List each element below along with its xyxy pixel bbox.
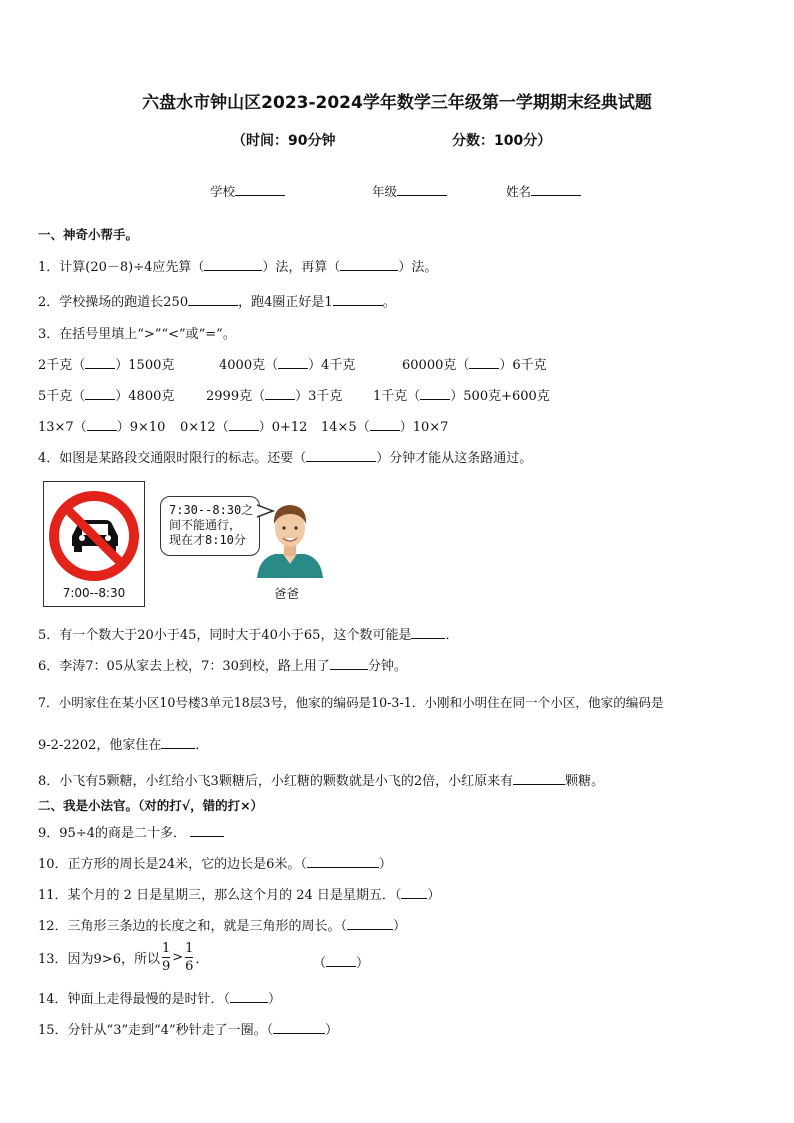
q3-blank[interactable] (85, 356, 115, 369)
question-6: 6．李涛7：05从家去上校，7：30到校，路上用了 分钟。 (38, 659, 407, 674)
school-label: 学校 (210, 184, 236, 199)
name-blank[interactable] (531, 183, 581, 196)
no-car-icon (44, 486, 144, 586)
name-field[interactable] (506, 182, 581, 200)
question-4: 4．如图是某路段交通限时限行的标志。还要（ ）分钟才能从这条路通过。 (38, 451, 533, 466)
fraction-1-9: $\frac{1}{9}$ (161, 941, 171, 974)
q9-blank[interactable] (190, 824, 224, 837)
question-10: 10．正方形的周长是24米，它的边长是6米。（ ） (38, 857, 392, 872)
sign-time-label: 7:00--8:30 (62, 586, 126, 600)
question-2: 2．学校操场的跑道长250 ，跑4圈正好是1 。 (38, 295, 396, 310)
question-11: 11．某个月的 2 日是星期三，那么这个月的 24 日是星期五．（ ） (38, 888, 441, 903)
name-label: 姓名 (506, 184, 532, 199)
q3-row-3-item-3: 14×5（ ）10×7 (321, 420, 449, 435)
question-9: 9．95÷4的商是二十多． (38, 822, 224, 841)
question-7: 7．小明家住在某小区10号楼3单元18层3号，他家的编码是10-3-1．小刚和小明住在同一个小区，他家的编码是 (38, 695, 664, 710)
question-1: 1．计算(20－8)÷4应先算（ ）法，再算（ ）法。 (38, 260, 438, 275)
q13-blank[interactable] (326, 954, 356, 967)
exam-time: （时间：90分钟 (232, 133, 336, 149)
q3-blank[interactable] (469, 356, 499, 369)
dad-label: 爸爸 (274, 586, 300, 601)
q3-row-2-item-2: 2999克（ ）3千克 (206, 389, 343, 404)
dad-avatar-icon (255, 498, 325, 578)
q14-blank[interactable] (230, 990, 268, 1003)
no-car-sign (43, 481, 145, 607)
question-13: 13．因为9>6，所以 $\frac{1}{9}$ > $\frac{1}{6}$ ． (38, 941, 209, 974)
q3-row-2-item-3: 1千克（ ）500克+600克 (373, 389, 550, 404)
question-7-cont: 9-2-2202，他家住在 ． (38, 738, 209, 753)
q3-row-2-item-1: 5千克（ ）4800克 (38, 389, 175, 404)
page-title: 六盘水市钟山区2023-2024学年数学三年级第一学期期末经典试题 (142, 93, 652, 113)
grade-label: 年级 (372, 184, 398, 199)
question-15: 15．分针从“3”走到“4”秒针走了一圈。（ ） (38, 1023, 339, 1038)
question-3: 3．在括号里填上“>”“<”或“=”。 (38, 327, 236, 342)
q4-blank[interactable] (306, 449, 376, 462)
q3-row-1-item-1: 2千克（ ）1500克 (38, 358, 175, 373)
q15-blank[interactable] (273, 1021, 325, 1034)
q2-blank-1[interactable] (188, 293, 238, 306)
q7-blank[interactable] (161, 736, 195, 749)
bubble-text: 7:30--8:30之 间不能通行， 现在才8:10分 (169, 503, 254, 547)
speech-bubble (160, 496, 260, 556)
q11-blank[interactable] (401, 886, 427, 899)
question-8: 8．小飞有5颗糖，小红给小飞3颗糖后，小红糖的颗数就是小飞的2倍，小红原来有 颗糖。 (38, 774, 605, 789)
q3-blank[interactable] (265, 387, 295, 400)
school-field[interactable] (210, 182, 285, 200)
section2-heading: 二、我是小法官。（对的打√，错的打×） (38, 798, 264, 813)
question-14: 14．钟面上走得最慢的是时针．（ ） (38, 992, 282, 1007)
q3-blank[interactable] (278, 356, 308, 369)
q3-blank[interactable] (420, 387, 450, 400)
exam-score: 分数：100分） (452, 133, 552, 149)
section1-heading: 一、神奇小帮手。 (38, 227, 139, 242)
q3-blank[interactable] (87, 418, 117, 431)
grade-blank[interactable] (397, 183, 447, 196)
q3-blank[interactable] (370, 418, 400, 431)
q3-blank[interactable] (229, 418, 259, 431)
q1-blank-2[interactable] (340, 258, 398, 271)
q3-row-1-item-2: 4000克（ ）4千克 (219, 358, 356, 373)
question-13-answer: （ ） (313, 956, 370, 971)
q3-row-3-item-1: 13×7（ ）9×10 (38, 420, 166, 435)
question-12: 12．三角形三条边的长度之和，就是三角形的周长。（ ） (38, 919, 407, 934)
q10-blank[interactable] (307, 855, 379, 868)
q12-blank[interactable] (347, 917, 393, 930)
fraction-1-6: $\frac{1}{6}$ (185, 941, 194, 974)
q3-row-1-item-3: 60000克（ ）6千克 (402, 358, 547, 373)
q3-blank[interactable] (85, 387, 115, 400)
question-5: 5．有一个数大于20小于45，同时大于40小于65，这个数可能是 ． (38, 628, 459, 643)
q5-blank[interactable] (411, 626, 445, 639)
q6-blank[interactable] (330, 657, 368, 670)
q8-blank[interactable] (513, 772, 565, 785)
grade-field[interactable] (372, 182, 447, 200)
q1-blank-1[interactable] (204, 258, 262, 271)
q2-blank-2[interactable] (333, 293, 383, 306)
school-blank[interactable] (235, 183, 285, 196)
q3-row-3-item-2: 0×12（ ）0+12 (180, 420, 308, 435)
